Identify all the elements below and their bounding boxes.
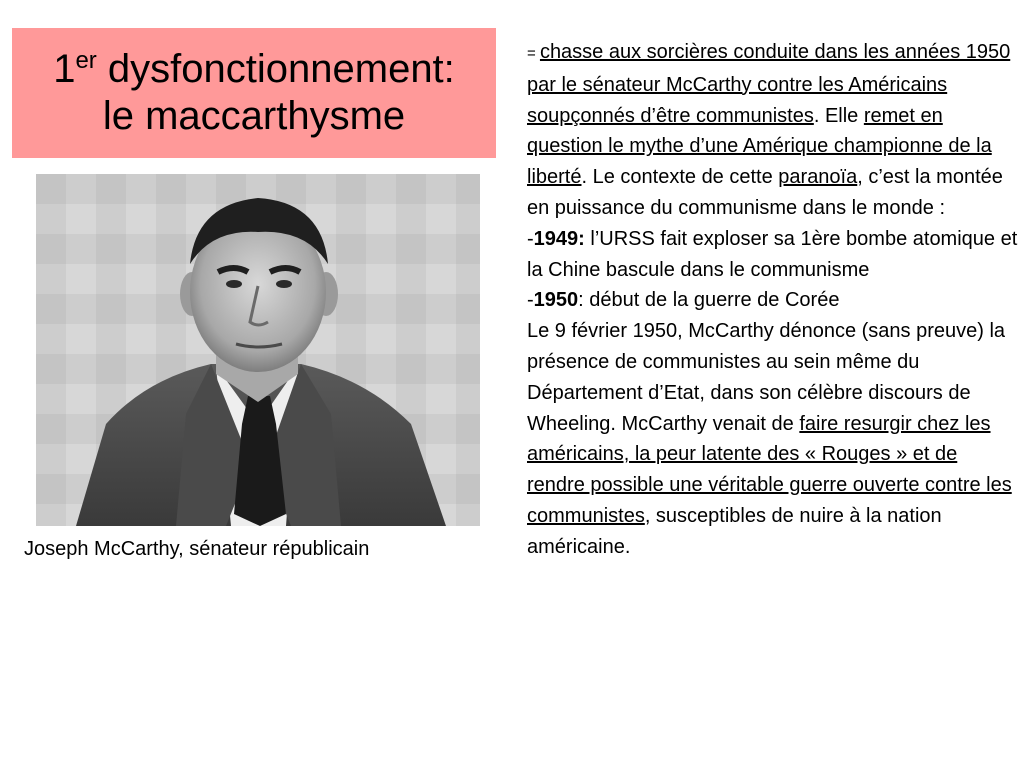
event-1949 <box>527 224 1019 286</box>
photo-caption: Joseph McCarthy, sénateur républicain <box>24 538 370 560</box>
year-1949: 1949: <box>533 227 585 250</box>
title-line-1-rest: dysfonctionnement: <box>96 46 455 91</box>
title-line-1 <box>53 46 455 93</box>
portrait-illustration <box>36 174 480 526</box>
definition-text-3: , c’est la montée en puissance du communisme dans le monde : <box>527 166 1003 219</box>
body-text <box>527 37 1019 563</box>
wheeling-text-1: Le 9 février 1950, McCarthy dénonce (sans preuve) la présence de communistes au sein même du Département d’Etat, dans son célèbre discours de Wheeling. McCarthy venait de <box>527 320 1006 435</box>
definition-paragraph <box>527 37 1019 224</box>
event-1949-text: l’URSS fait exploser sa 1ère bombe atomique et la Chine bascule dans le communisme <box>527 227 1018 281</box>
definition-text-1: . Elle <box>813 104 864 127</box>
definition-text-2: . Le contexte de cette <box>581 166 779 189</box>
myth-underlined: remet en question le mythe d’une Amérique championne de la liberté <box>527 104 992 189</box>
paranoia-underlined: paranoïa <box>778 166 858 189</box>
wheeling-paragraph <box>527 316 1019 562</box>
title-superscript: er <box>75 46 97 74</box>
dash-1949: - <box>527 227 534 250</box>
event-1950-text: : début de la guerre de Corée <box>578 289 840 312</box>
year-1950: 1950 <box>533 289 579 312</box>
definition-underlined: chasse aux sorcières conduite dans les années 1950 par le sénateur McCarthy contre les Américains soupçonnés d’être communistes <box>527 41 1011 127</box>
wheeling-text-2: , susceptibles de nuire à la nation américaine. <box>527 504 942 558</box>
slide-title <box>12 28 496 158</box>
title-number: 1 <box>53 46 76 91</box>
equals-sign: = <box>527 45 540 62</box>
portrait-photo <box>36 174 480 526</box>
dash-1950: - <box>527 289 534 312</box>
title-line-2: le maccarthysme <box>102 94 406 138</box>
event-1950 <box>527 285 1019 316</box>
wheeling-underlined: faire resurgir chez les américains, la peur latente des « Rouges » et de rendre possible une véritable guerre ouverte contre les communistes <box>527 412 1012 527</box>
